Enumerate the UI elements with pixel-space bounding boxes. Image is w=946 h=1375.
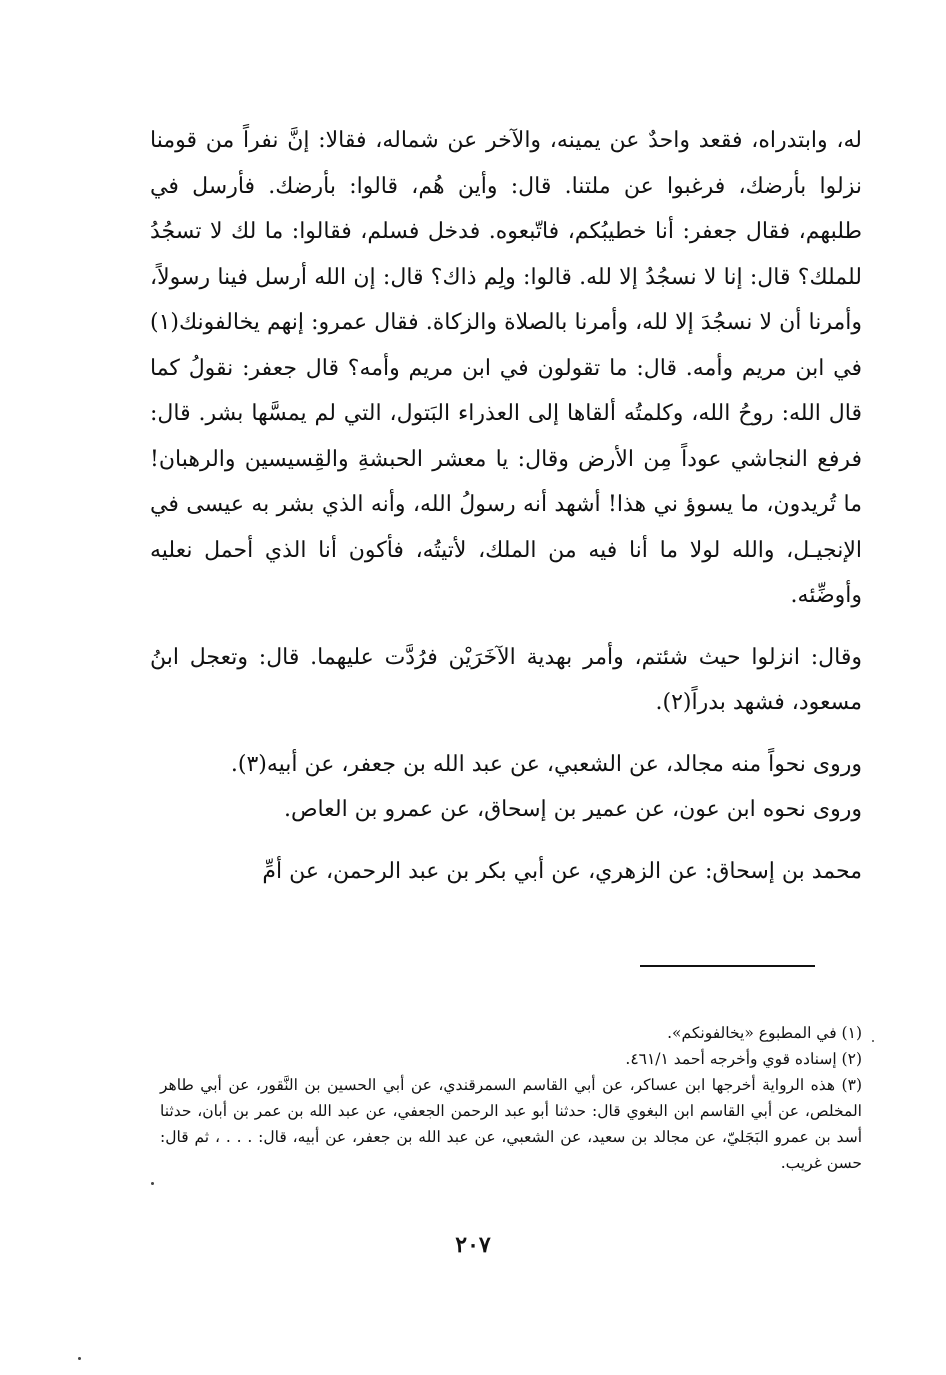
body-paragraph: محمد بن إسحاق: عن الزهري، عن أبي بكر بن عبد الرحمن، عن أمِّ xyxy=(262,858,862,884)
body-paragraph: وروى نحوه ابن عون، عن عمير بن إسحاق، عن عمرو بن العاص. xyxy=(283,797,862,822)
footnote: (٢) إسناده قوي وأخرجه أحمد ٤٦١/١. xyxy=(625,1050,862,1068)
body-paragraph: له، وابتدراه، فقعد واحدٌ عن يمينه، والآخر عن شماله، فقالا: إنَّ نفراً من قومنا نزلوا بأرضك، فرغبوا عن ملتنا. قال: وأين هُم، قالوا: بأرضك. فأرسل في طلبهم، فقال جعفر: أنا خطيبُكم، فاتّبعوه. فدخل فسلم، فقالوا: ما لك لا تسجُدُ للملك؟ قال: إنا لا نسجُدُ إلا لله. قالوا: ولِم ذاك؟ قال: إن الله أرسل فينا رسولاً، وأمرنا أن لا نسجُدَ إلا لله، وأمرنا بالصلاة والزكاة. فقال عمرو: إنهم يخالفونك(١) في ابن مريم وأمه. قال: ما تقولون في ابن مريم وأمه؟ قال جعفر: نقولُ كما قال الله: روحُ الله، وكلمتُه ألقاها إلى العذراء البَتول، التي لم يمسَّها بشر. قال: فرفع النجاشي عوداً مِن الأرض وقال: يا معشر الحبشةِ والقِسيسين والرهبان! ما تُريدون، ما يسوؤ ني هذا! أشهد أنه رسولُ الله، وأنه الذي بشر به عيسى في الإنجيـل، والله لولا ما أنا فيه من الملك، لأتيتُه، فأكون أنا الذي أحمل نعليه وأوضِّئه. xyxy=(150,128,862,608)
body-paragraph: وقال: انزلوا حيث شئتم، وأمر بهدية الآخَرَيْن فرُدَّت عليهما. قال: وتعجل ابنُ مسعود، فشهد بدراً(٢). xyxy=(150,644,862,715)
main-text-block xyxy=(150,118,862,894)
footnote: (٣) هذه الرواية أخرجها ابن عساكر، عن أبي القاسم السمرقندي، عن أبي الحسين بن النَّقور، عن أبي طاهر المخلص، عن أبي القاسم ابن البغوي قال: حدثنا أبو عبد الرحمن الجعفي، عن عبد الله بن عمر بن أبان، حدثنا أسد بن عمرو البَجَليّ، عن مجالد بن سعيد، عن الشعبي، عن عبد الله بن جعفر، عن أبيه، قال: . . . ، ثم قال: حسن غريب. xyxy=(160,1076,862,1172)
scan-speck xyxy=(151,1182,154,1185)
footnote-separator xyxy=(640,965,815,967)
footnotes-block xyxy=(160,1020,862,1176)
body-paragraph: وروى نحواً منه مجالد، عن الشعبي، عن عبد الله بن جعفر، عن أبيه(٣). xyxy=(230,751,862,777)
scan-speck xyxy=(872,1040,874,1042)
page-number: ٢٠٧ xyxy=(455,1232,491,1258)
scan-speck xyxy=(78,1357,81,1360)
footnote: (١) في المطبوع «يخالفونكم». xyxy=(667,1024,862,1042)
